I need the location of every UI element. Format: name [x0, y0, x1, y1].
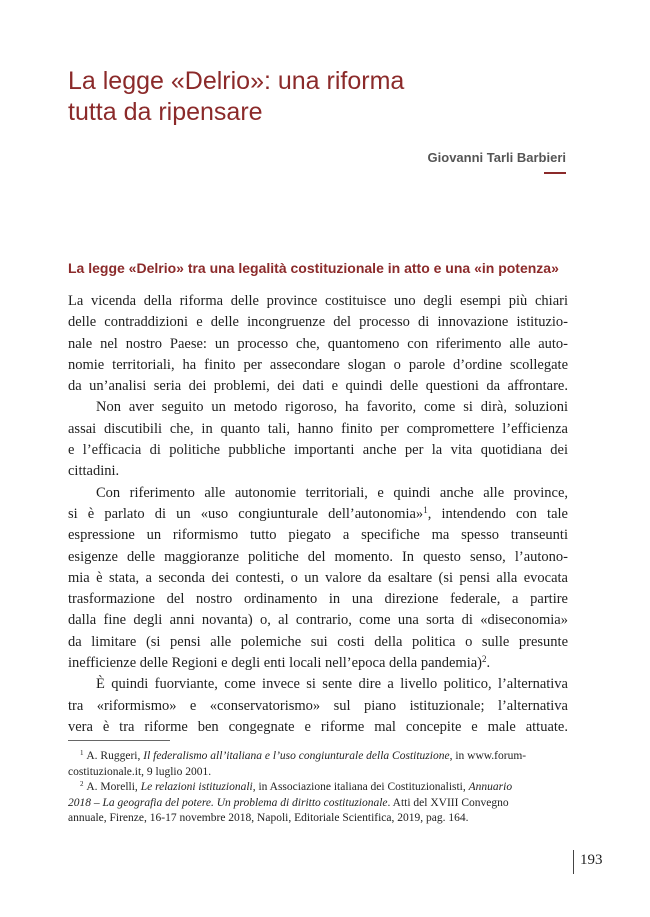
footnote-source: , in Associazione italiana dei Costituzionalisti, — [252, 781, 469, 793]
footnote-separator — [68, 740, 170, 741]
body-line — [68, 653, 568, 674]
body-text-fragment: si è parlato di un «uso congiunturale dell’autonomia» — [68, 505, 424, 522]
body-line: esigenze delle maggioranze politiche del momento. In questo senso, l’autono- — [68, 548, 568, 565]
body-line: dalla fine degli anni novanta) o, al contrario, come una sorta di «diseconomia» — [68, 612, 568, 629]
body-text — [68, 291, 568, 738]
body-line: nale nel nostro Paese: un processo che, quantomeno con riferimento alle auto- — [68, 335, 568, 352]
body-text-fragment: inefficienze delle Regioni e degli enti locali nell’epoca della pandemia) — [68, 655, 483, 672]
footnote-2-cont: annuale, Firenze, 16-17 novembre 2018, Napoli, Editoriale Scientifica, 2019, pag. 164. — [68, 812, 469, 824]
chapter-title — [68, 66, 588, 128]
footnote-1-cont: costituzionale.it, 9 luglio 2001. — [68, 765, 212, 778]
body-line: È quindi fuorviante, come invece si sente dire a livello politico, l’alternativa — [96, 676, 568, 693]
body-line: espressione un riformismo tutto piegato a specifiche ma spesso transeunti — [68, 527, 568, 544]
body-line: da limitare (si pensi alle polemiche sui costi della politica o sulle presunte — [68, 633, 568, 650]
footnote-2 — [68, 780, 568, 796]
body-line: cittadini. — [68, 463, 120, 480]
footnote-1 — [68, 749, 568, 765]
author-name: Giovanni Tarli Barbieri — [427, 150, 566, 165]
body-line: vera è tra riforme ben congegnate e riforme mal concepite e male attuate. — [68, 718, 568, 735]
body-line: Non aver seguito un metodo rigoroso, ha favorito, come si dirà, soluzioni — [96, 399, 568, 416]
page-number: 193 — [580, 852, 603, 868]
chapter-title-line-2: tutta da ripensare — [68, 98, 263, 126]
body-line: mia è stata, a seconda dei contesti, o un valore da esaltare (si pensi alla evocata — [68, 569, 568, 586]
section-heading: La legge «Delrio» tra una legalità costituzionale in atto e una «in potenza» — [68, 260, 559, 276]
page-number-rule — [573, 850, 574, 874]
body-text-fragment: , intendendo con tale — [427, 505, 568, 522]
footnote-number: 2 — [80, 780, 84, 788]
body-line: assai discutibili che, in quanto tali, hanno finito per compromettere l’efficienza — [68, 420, 568, 437]
footnote-volume-title: 2018 – La geografia del potere. Un problema di diritto costituzionale — [68, 796, 388, 809]
footnote-source: . Atti del XVIII Convegno — [387, 796, 509, 809]
body-line: tra «riformismo» e «conservatorismo» sul piano istituzionale; l’alternativa — [68, 697, 568, 714]
footnotes — [68, 749, 568, 827]
footnote-2-cont — [68, 796, 568, 812]
footnote-annuario: Annuario — [468, 781, 513, 793]
body-line — [68, 504, 568, 525]
footnote-number: 1 — [80, 749, 84, 757]
author-underline — [544, 172, 566, 174]
body-line: trasformazione del nostro ordinamento in una direzione federale, a partire — [68, 591, 568, 608]
footnote-source: , in www.forum- — [449, 750, 527, 762]
footnote-author: A. Ruggeri, — [86, 750, 144, 762]
body-line: La vicenda della riforma delle province costituisce uno degli esempi più chiari — [68, 293, 568, 309]
chapter-title-line-1: La legge «Delrio»: una riforma — [68, 67, 405, 95]
body-line: nomie territoriali, ha finito per assecondare slogan o parole d’ordine scollegate — [68, 356, 568, 373]
body-line: da un’analisi seria dei problemi, dei dati e quindi delle questioni da affrontare. — [68, 378, 568, 395]
footnote-work-title: Il federalismo all’italiana e l’uso congiunturale della Costituzione — [143, 750, 450, 762]
footnote-ref-1[interactable]: 1 — [423, 504, 428, 515]
footnote-author: A. Morelli, — [86, 781, 141, 793]
body-line: e l’efficacia di politiche pubbliche importanti anche per la vita quotidiana dei — [68, 442, 568, 459]
footnote-ref-2[interactable]: 2 — [482, 654, 487, 665]
body-line: Con riferimento alle autonomie territoriali, e quindi anche alle province, — [96, 484, 568, 501]
footnote-work-title: Le relazioni istituzionali — [140, 781, 253, 793]
body-text-fragment: . — [486, 655, 491, 672]
body-line: delle contraddizioni e delle incongruenze del processo di innovazione istituzio- — [68, 314, 568, 331]
